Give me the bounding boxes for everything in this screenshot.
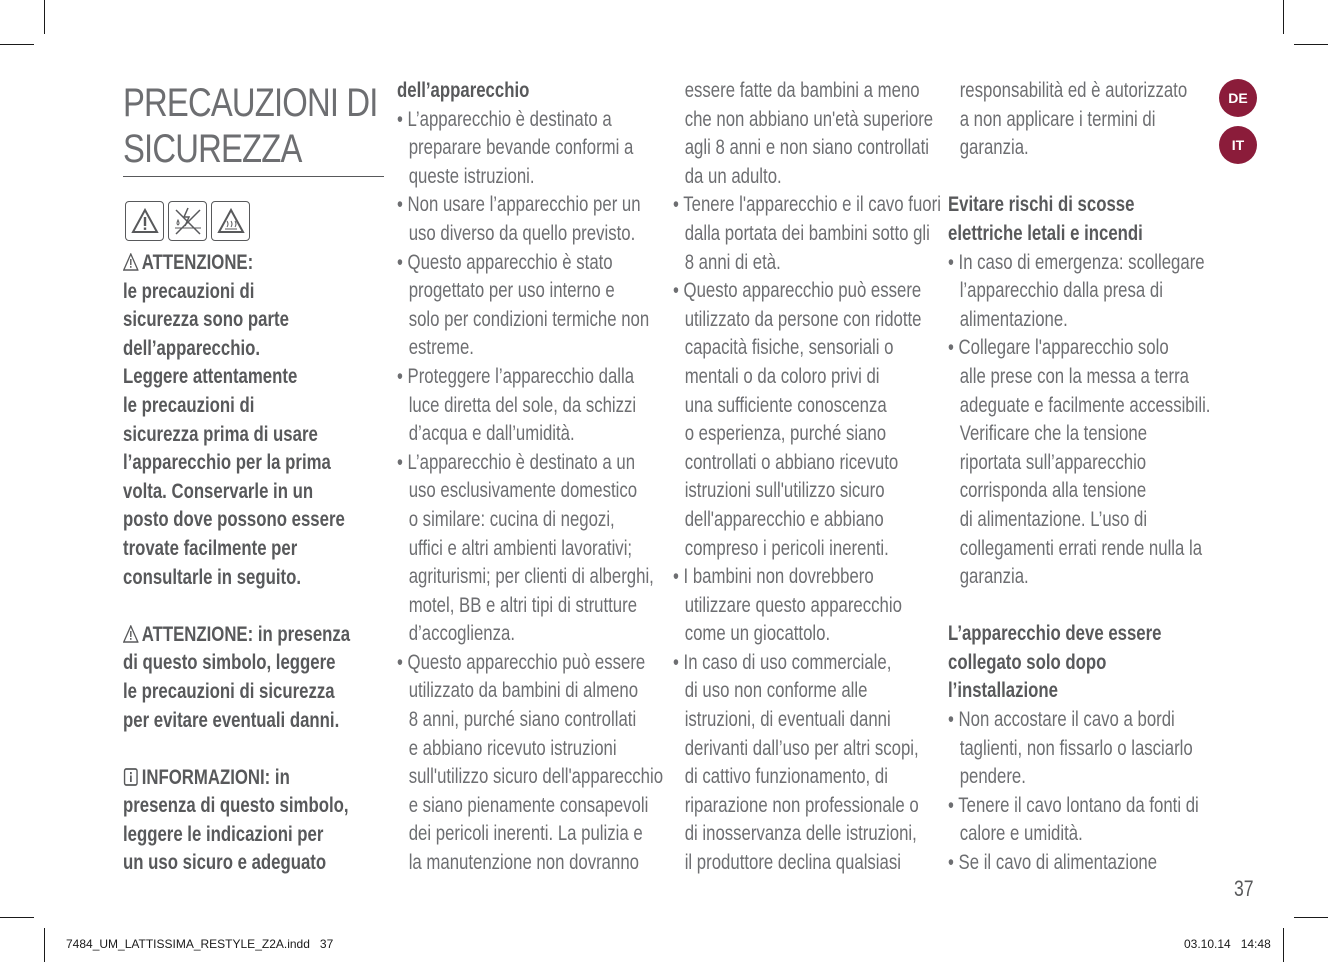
text-line: di uso non conforme alle <box>684 678 868 703</box>
bullet-line: • Questo apparecchio può essere <box>397 649 646 674</box>
text-line: progettato per uso interno e <box>408 278 615 303</box>
text-line: che non abbiano un'età superiore <box>684 106 934 131</box>
bullet-line: • Collegare l'apparecchio solo <box>948 335 1169 360</box>
print-slug-date: 03.10.14 14:48 <box>1184 937 1271 951</box>
text-line: consultarle in seguito. <box>123 564 301 589</box>
text-line: agli 8 anni e non siano controllati <box>684 135 929 160</box>
page-number: 37 <box>1234 876 1254 901</box>
bullet-line: • Se il cavo di alimentazione <box>948 850 1158 875</box>
section-heading: dell’apparecchio <box>397 78 530 102</box>
page-title <box>123 80 378 172</box>
text-line: estreme. <box>408 335 474 360</box>
page-title-line: SICUREZZA <box>123 127 302 171</box>
bullet-line: • In caso di uso commerciale, <box>673 649 892 674</box>
text-line: trovate facilmente per <box>123 535 298 560</box>
text-line: utilizzare questo apparecchio <box>684 592 902 617</box>
text-line: Verificare che la tensione <box>959 421 1148 446</box>
text-line: riportata sull’apparecchio <box>959 449 1147 474</box>
text-line: garanzia. <box>959 135 1029 160</box>
text-line: alle prese con la messa a terra <box>959 363 1190 388</box>
text-line: a non applicare i termini di <box>959 106 1156 131</box>
crop-mark <box>0 917 34 918</box>
bullet-line: • Non accostare il cavo a bordi <box>948 707 1175 732</box>
info-icon <box>123 768 139 786</box>
text-line: volta. Conservarle in un <box>123 478 314 503</box>
crop-mark <box>1294 917 1328 918</box>
text-line: uso diverso da quello previsto. <box>408 220 636 245</box>
text-line: solo per condizioni termiche non <box>408 306 650 331</box>
hot-surface-icon <box>211 201 250 241</box>
bullet-line: • L’apparecchio è destinato a <box>397 106 612 131</box>
text-line: utilizzato da persone con ridotte <box>684 306 922 331</box>
crop-mark <box>1283 0 1284 34</box>
text-line: calore e umidità. <box>959 821 1083 846</box>
text-line: presenza di questo simbolo, <box>123 793 349 818</box>
column-electrical <box>948 76 1216 877</box>
text-line: dei pericoli inerenti. La pulizia e <box>408 821 643 846</box>
column-warnings <box>123 248 391 877</box>
text-line: l’apparecchio per la prima <box>123 450 331 475</box>
text-line: di alimentazione. L’uso di <box>959 506 1148 531</box>
bullet-line: • Tenere l'apparecchio e il cavo fuori <box>673 192 941 217</box>
title-divider <box>123 176 384 177</box>
text-line: uffici e altri ambienti lavorativi; <box>408 535 633 560</box>
language-badge-de[interactable]: DE <box>1219 79 1257 117</box>
text-line: controllati o abbiano ricevuto <box>684 449 899 474</box>
text-line: le precauzioni di <box>123 278 255 303</box>
text-line: preparare bevande conformi a <box>408 135 634 160</box>
text-line: istruzioni, di eventuali danni <box>684 707 891 732</box>
text-line: luce diretta del sole, da schizzi <box>408 392 637 417</box>
text-line: d’acqua e dall’umidità. <box>408 421 575 446</box>
safety-icons <box>125 201 250 243</box>
bullet-line: • In caso di emergenza: scollegare <box>948 249 1205 274</box>
text-line: il produttore declina qualsiasi <box>684 850 901 875</box>
bullet-line: • Non usare l’apparecchio per un <box>397 192 641 217</box>
column-usage <box>397 76 665 877</box>
text-line: mentali o da coloro privi di <box>684 363 880 388</box>
crop-mark <box>0 44 34 45</box>
warning-icon <box>125 201 164 241</box>
text-line: dalla portata dei bambini sotto gli <box>684 220 930 245</box>
crop-mark <box>44 0 45 34</box>
text-line: per evitare eventuali danni. <box>123 707 340 732</box>
text-line: derivanti dall’uso per altri scopi, <box>684 735 919 760</box>
text-line: di questo simbolo, leggere <box>123 650 336 675</box>
warning-icon <box>123 625 139 643</box>
text-line: d’accoglienza. <box>408 621 515 646</box>
text-line: e abbiano ricevuto istruzioni <box>408 735 617 760</box>
section-heading: l’installazione <box>948 678 1058 703</box>
text-line: motel, BB e altri tipi di strutture <box>408 592 638 617</box>
text-line: queste istruzioni. <box>408 163 535 188</box>
text-line: taglienti, non fissarlo o lasciarlo <box>959 735 1193 760</box>
text-line: istruzioni sull'utilizzo sicuro <box>684 478 885 503</box>
print-slug-file: 7484_UM_LATTISSIMA_RESTYLE_Z2A.indd 37 <box>66 937 334 951</box>
text-line: alimentazione. <box>959 306 1068 331</box>
electric-shock-water-icon <box>168 201 207 241</box>
text-line: dell'apparecchio e abbiano <box>684 506 884 531</box>
warning-heading: ATTENZIONE: <box>123 248 388 277</box>
warning-icon <box>123 253 139 271</box>
text-line: posto dove possono essere <box>123 507 345 532</box>
bullet-line: • Tenere il cavo lontano da fonti di <box>948 792 1199 817</box>
text-line: adeguate e facilmente accessibili. <box>959 392 1211 417</box>
text-line: di inosservanza delle istruzioni, <box>684 821 917 846</box>
section-heading: L’apparecchio deve essere <box>948 621 1162 646</box>
text-line: compreso i pericoli inerenti. <box>684 535 889 560</box>
text-line: l’apparecchio dalla presa di <box>959 278 1163 303</box>
text-line: agriturismi; per clienti di alberghi, <box>408 564 654 589</box>
text-line: garanzia. <box>959 564 1029 589</box>
text-line: sicurezza prima di usare <box>123 421 318 446</box>
section-heading: elettriche letali e incendi <box>948 220 1143 245</box>
text-line: leggere le indicazioni per <box>123 821 324 846</box>
text-line: o esperienza, purché siano <box>684 421 887 446</box>
language-badge-it[interactable]: IT <box>1219 126 1257 164</box>
bullet-line: • Questo apparecchio può essere <box>673 278 922 303</box>
text-line: dell’apparecchio. <box>123 335 261 360</box>
text-line: corrisponda alla tensione <box>959 478 1147 503</box>
bullet-line: • Questo apparecchio è stato <box>397 249 613 274</box>
bullet-line: • I bambini non dovrebbero <box>673 564 874 589</box>
warning-heading: ATTENZIONE: in presenza <box>123 620 388 649</box>
text-line: le precauzioni di sicurezza <box>123 678 335 703</box>
crop-mark <box>44 928 45 962</box>
text-line: la manutenzione non dovranno <box>408 850 639 875</box>
page-title-line: PRECAUZIONI DI <box>123 81 378 125</box>
text-line: sull'utilizzo sicuro dell'apparecchio <box>408 764 664 789</box>
text-line: di cattivo funzionamento, di <box>684 764 888 789</box>
info-heading: INFORMAZIONI: in <box>123 763 388 792</box>
text-line: le precauzioni di <box>123 392 255 417</box>
crop-mark <box>1283 928 1284 962</box>
text-line: 8 anni di età. <box>684 249 781 274</box>
crop-mark <box>1294 44 1328 45</box>
section-heading: Evitare rischi di scosse <box>948 192 1135 217</box>
bullet-line: • L’apparecchio è destinato a un <box>397 449 636 474</box>
text-line: collegamenti errati rende nulla la <box>959 535 1203 560</box>
text-line: sicurezza sono parte <box>123 307 289 332</box>
text-line: essere fatte da bambini a meno <box>684 78 920 102</box>
text-line: responsabilità ed è autorizzato <box>959 78 1188 102</box>
text-line: Leggere attentamente <box>123 364 298 389</box>
bullet-line: • Proteggere l’apparecchio dalla <box>397 363 635 388</box>
text-line: un uso sicuro e adeguato <box>123 850 327 875</box>
text-line: capacità fisiche, sensoriali o <box>684 335 894 360</box>
text-line: da un adulto. <box>684 163 782 188</box>
text-line: e siano pienamente consapevoli <box>408 792 649 817</box>
column-children <box>673 76 941 877</box>
text-line: riparazione non professionale o <box>684 792 919 817</box>
text-line: una sufficiente conoscenza <box>684 392 887 417</box>
text-line: pendere. <box>959 764 1026 789</box>
text-line: utilizzato da bambini di almeno <box>408 678 639 703</box>
text-line: o similare: cucina di negozi, <box>408 506 615 531</box>
section-heading: collegato solo dopo <box>948 649 1107 674</box>
text-line: 8 anni, purché siano controllati <box>408 707 637 732</box>
text-line: uso esclusivamente domestico <box>408 478 638 503</box>
text-line: come un giocattolo. <box>684 621 831 646</box>
